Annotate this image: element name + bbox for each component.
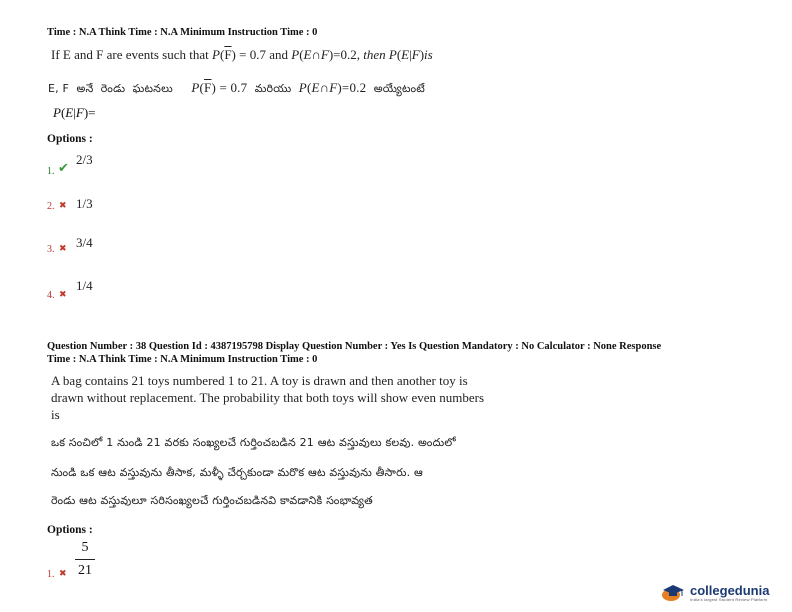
fraction-bar [75, 559, 95, 560]
q37-telugu-end: P(E|F)= [53, 105, 96, 120]
q38-english-line-2: drawn without replacement. The probability that both toys will show even numbers [51, 390, 485, 405]
option-number: 1. [47, 166, 55, 177]
cross-icon: ✖ [59, 569, 67, 579]
q38-meta: Time : N.A Think Time : N.A Minimum Instruction Time : 0 [47, 354, 318, 365]
option-number: 2. [47, 201, 55, 212]
option-value: 2/3 [76, 152, 93, 167]
option-number: 1. [47, 569, 55, 580]
option-number: 3. [47, 244, 55, 255]
q38-english-line-3: is [51, 407, 60, 422]
q38-options-label: Options : [47, 524, 93, 536]
q37-option-1[interactable] [47, 152, 167, 182]
fraction-denominator: 21 [78, 563, 92, 579]
q38-english-line-1: A bag contains 21 toys numbered 1 to 21. A toy is drawn and then another toy is [51, 373, 468, 388]
logo-tagline: India's largest Student Review Platform [690, 597, 768, 602]
check-icon: ✔ [58, 161, 69, 176]
option-value: 1/3 [76, 196, 93, 211]
q37-option-3[interactable] [47, 235, 167, 257]
q37-telugu-text: E, F అనే రెండు ఘటనలు $P(\overline{F}) = 0.7$ మరియు P(E∩F)=0.2 అయ్యేటంటే [48, 80, 425, 95]
option-value: 1/4 [76, 278, 93, 293]
option-value: 3/4 [76, 235, 93, 250]
q38-option-1[interactable] [47, 540, 167, 584]
q38-telugu-line-2: నుండి ఒక ఆట వస్తువును తీసాక, మళ్ళీ చేర్చకుండా మరొక ఆట వస్తువును తీసారు. ఆ [51, 466, 423, 479]
logo-name: collegedunia [690, 583, 770, 598]
fraction-numerator: 5 [81, 540, 89, 555]
option-fraction [75, 540, 95, 579]
collegedunia-logo [660, 584, 769, 602]
cross-icon: ✖ [59, 244, 67, 254]
q37-meta: Time : N.A Think Time : N.A Minimum Instruction Time : 0 [47, 27, 318, 38]
cross-icon: ✖ [59, 201, 67, 211]
q37-options-label: Options : [47, 133, 93, 145]
q38-telugu-line-1: ఒక సంచిలో 1 నుండి 21 వరకు సంఖ్యలచే గుర్తించబడిన 21 ఆట వస్తువులు కలవు. అందులో [51, 436, 456, 449]
option-number: 4. [47, 290, 55, 301]
q37-english-text: If E and F are events such that $P(\overline{F}) = 0.7$ and P(E∩F)=0.2, then P(E|F)is [51, 47, 433, 62]
q37-option-2[interactable] [47, 196, 167, 216]
q37-option-4[interactable] [47, 278, 167, 302]
cross-icon: ✖ [59, 290, 67, 300]
graduation-cap-icon [660, 584, 686, 602]
q38-telugu-line-3: రెండు ఆట వస్తువులూ సరిసంఖ్యలచే గుర్తించబడినవి కావడానికి సంభావ్యత [51, 494, 373, 507]
q38-header: Question Number : 38 Question Id : 4387195798 Display Question Number : Yes Is Question Mandatory : No Calculator : None Response [47, 341, 662, 352]
